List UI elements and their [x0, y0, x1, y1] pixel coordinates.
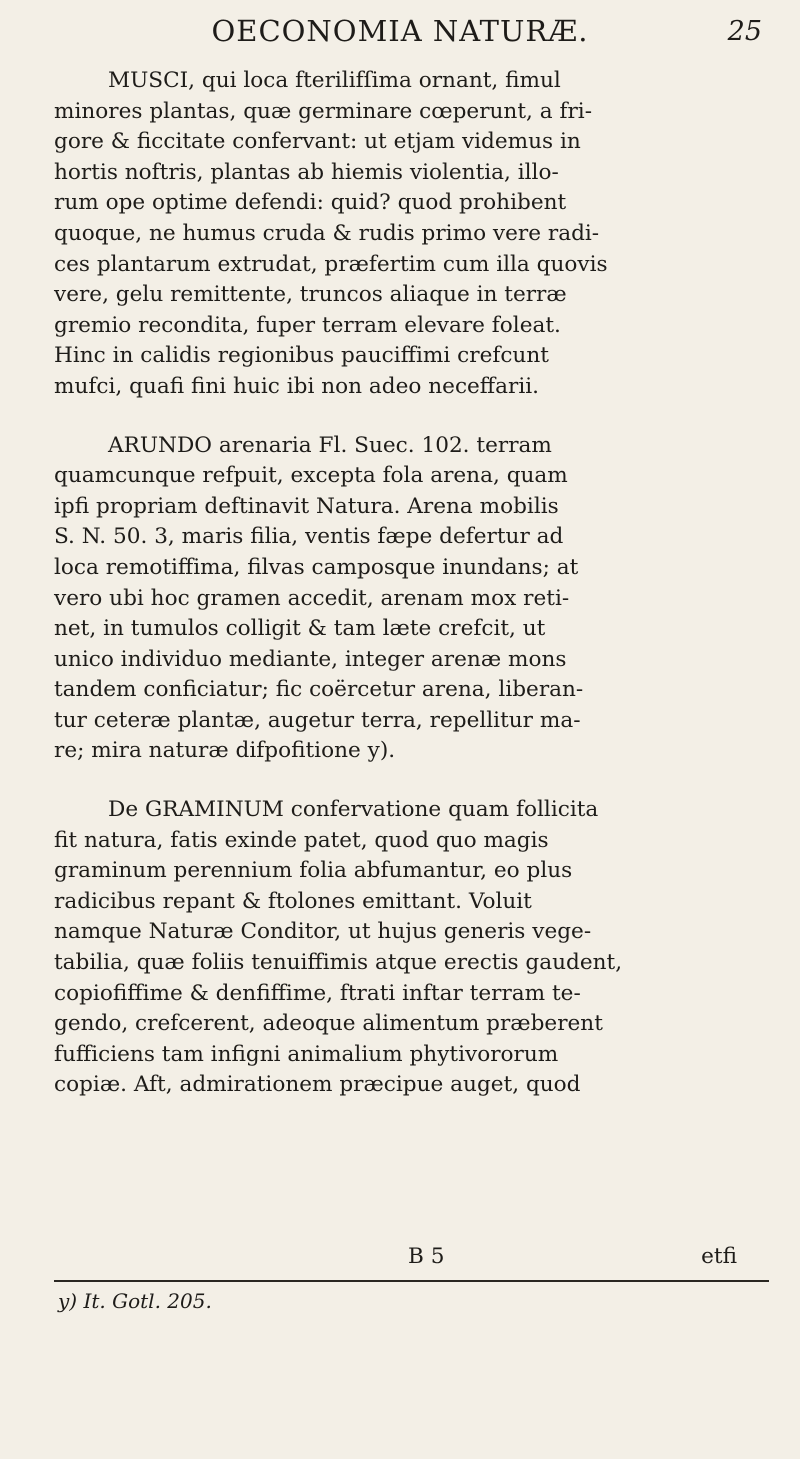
text-line: fufficiens tam infigni animalium phytivororum: [54, 1041, 559, 1067]
text-line: ces plantarum extrudat, præfertim cum illa quovis: [54, 251, 608, 277]
text-line: minores plantas, quæ germinare cœperunt, a fri-: [54, 98, 592, 124]
footnote-rule: [54, 1280, 769, 1282]
text-line: De GRAMINUM confervatione quam follicita: [108, 797, 599, 823]
footnote: y) It. Gotl. 205.: [58, 1289, 212, 1313]
text-line: copiofiffime & denfiffime, ftrati inftar terram te-: [54, 980, 581, 1006]
text-line: radicibus repant & ftolones emittant. Voluit: [54, 888, 532, 914]
text-line: re; mira naturæ difpofitione y).: [54, 738, 396, 764]
text-line: gore & ficcitate confervant: ut etjam videmus in: [54, 129, 581, 155]
text-line: tabilia, quæ foliis tenuiffimis atque erectis gaudent,: [54, 950, 623, 976]
text-line: copiæ. Aft, admirationem præcipue auget, quod: [54, 1072, 581, 1098]
page-number: 25: [727, 16, 762, 47]
running-head: OECONOMIA NATURÆ.: [211, 14, 589, 48]
text-line: fit natura, fatis exinde patet, quod quo magis: [54, 827, 549, 853]
text-line: vero ubi hoc gramen accedit, arenam mox reti-: [54, 585, 570, 611]
text-line: vere, gelu remittente, truncos aliaque in terræ: [54, 282, 567, 308]
text-line: hortis noftris, plantas ab hiemis violentia, illo-: [54, 159, 559, 185]
text-line: tur ceteræ plantæ, augetur terra, repellitur ma-: [54, 707, 581, 733]
text-line: ARUNDO arenaria Fl. Suec. 102. terram: [108, 432, 552, 458]
text-line: unico individuo mediante, integer arenæ mons: [54, 646, 567, 672]
text-line: S. N. 50. 3, maris filia, ventis fæpe defertur ad: [54, 524, 564, 550]
text-line: rum ope optime defendi: quid? quod prohibent: [54, 190, 567, 216]
paragraph-graminum: [54, 795, 769, 1101]
paragraph-musci: [54, 66, 769, 403]
text-line: graminum perennium folia abfumantur, eo plus: [54, 858, 573, 884]
page-header: [0, 14, 800, 54]
text-line: gendo, crefcerent, adeoque alimentum præberent: [54, 1011, 603, 1037]
catchline: [54, 1244, 769, 1274]
signature-mark: B 5: [408, 1244, 445, 1269]
text-line: tandem conficiatur; fic coërcetur arena, liberan-: [54, 677, 584, 703]
text-line: Hinc in calidis regionibus pauciffimi crefcunt: [54, 343, 549, 369]
text-line: namque Naturæ Conditor, ut hujus generis vege-: [54, 919, 592, 945]
text-line: ipfi propriam deftinavit Natura. Arena mobilis: [54, 493, 559, 519]
catchword: etfi: [701, 1244, 737, 1269]
text-line: net, in tumulos colligit & tam læte crefcit, ut: [54, 616, 546, 642]
text-line: quoque, ne humus cruda & rudis primo vere radi-: [54, 220, 600, 246]
text-line: mufci, quafi fini huic ibi non adeo neceffarii.: [54, 373, 540, 399]
text-line: MUSCI, qui loca fterilifſima ornant, fimul: [108, 68, 561, 93]
text-line: gremio recondita, fuper terram elevare foleat.: [54, 312, 561, 338]
text-line: loca remotiffima, filvas camposque inundans; at: [54, 554, 579, 580]
paragraph-arundo: [54, 431, 769, 768]
body-text: [54, 66, 769, 1101]
text-line: quamcunque refpuit, excepta fola arena, quam: [54, 463, 568, 489]
